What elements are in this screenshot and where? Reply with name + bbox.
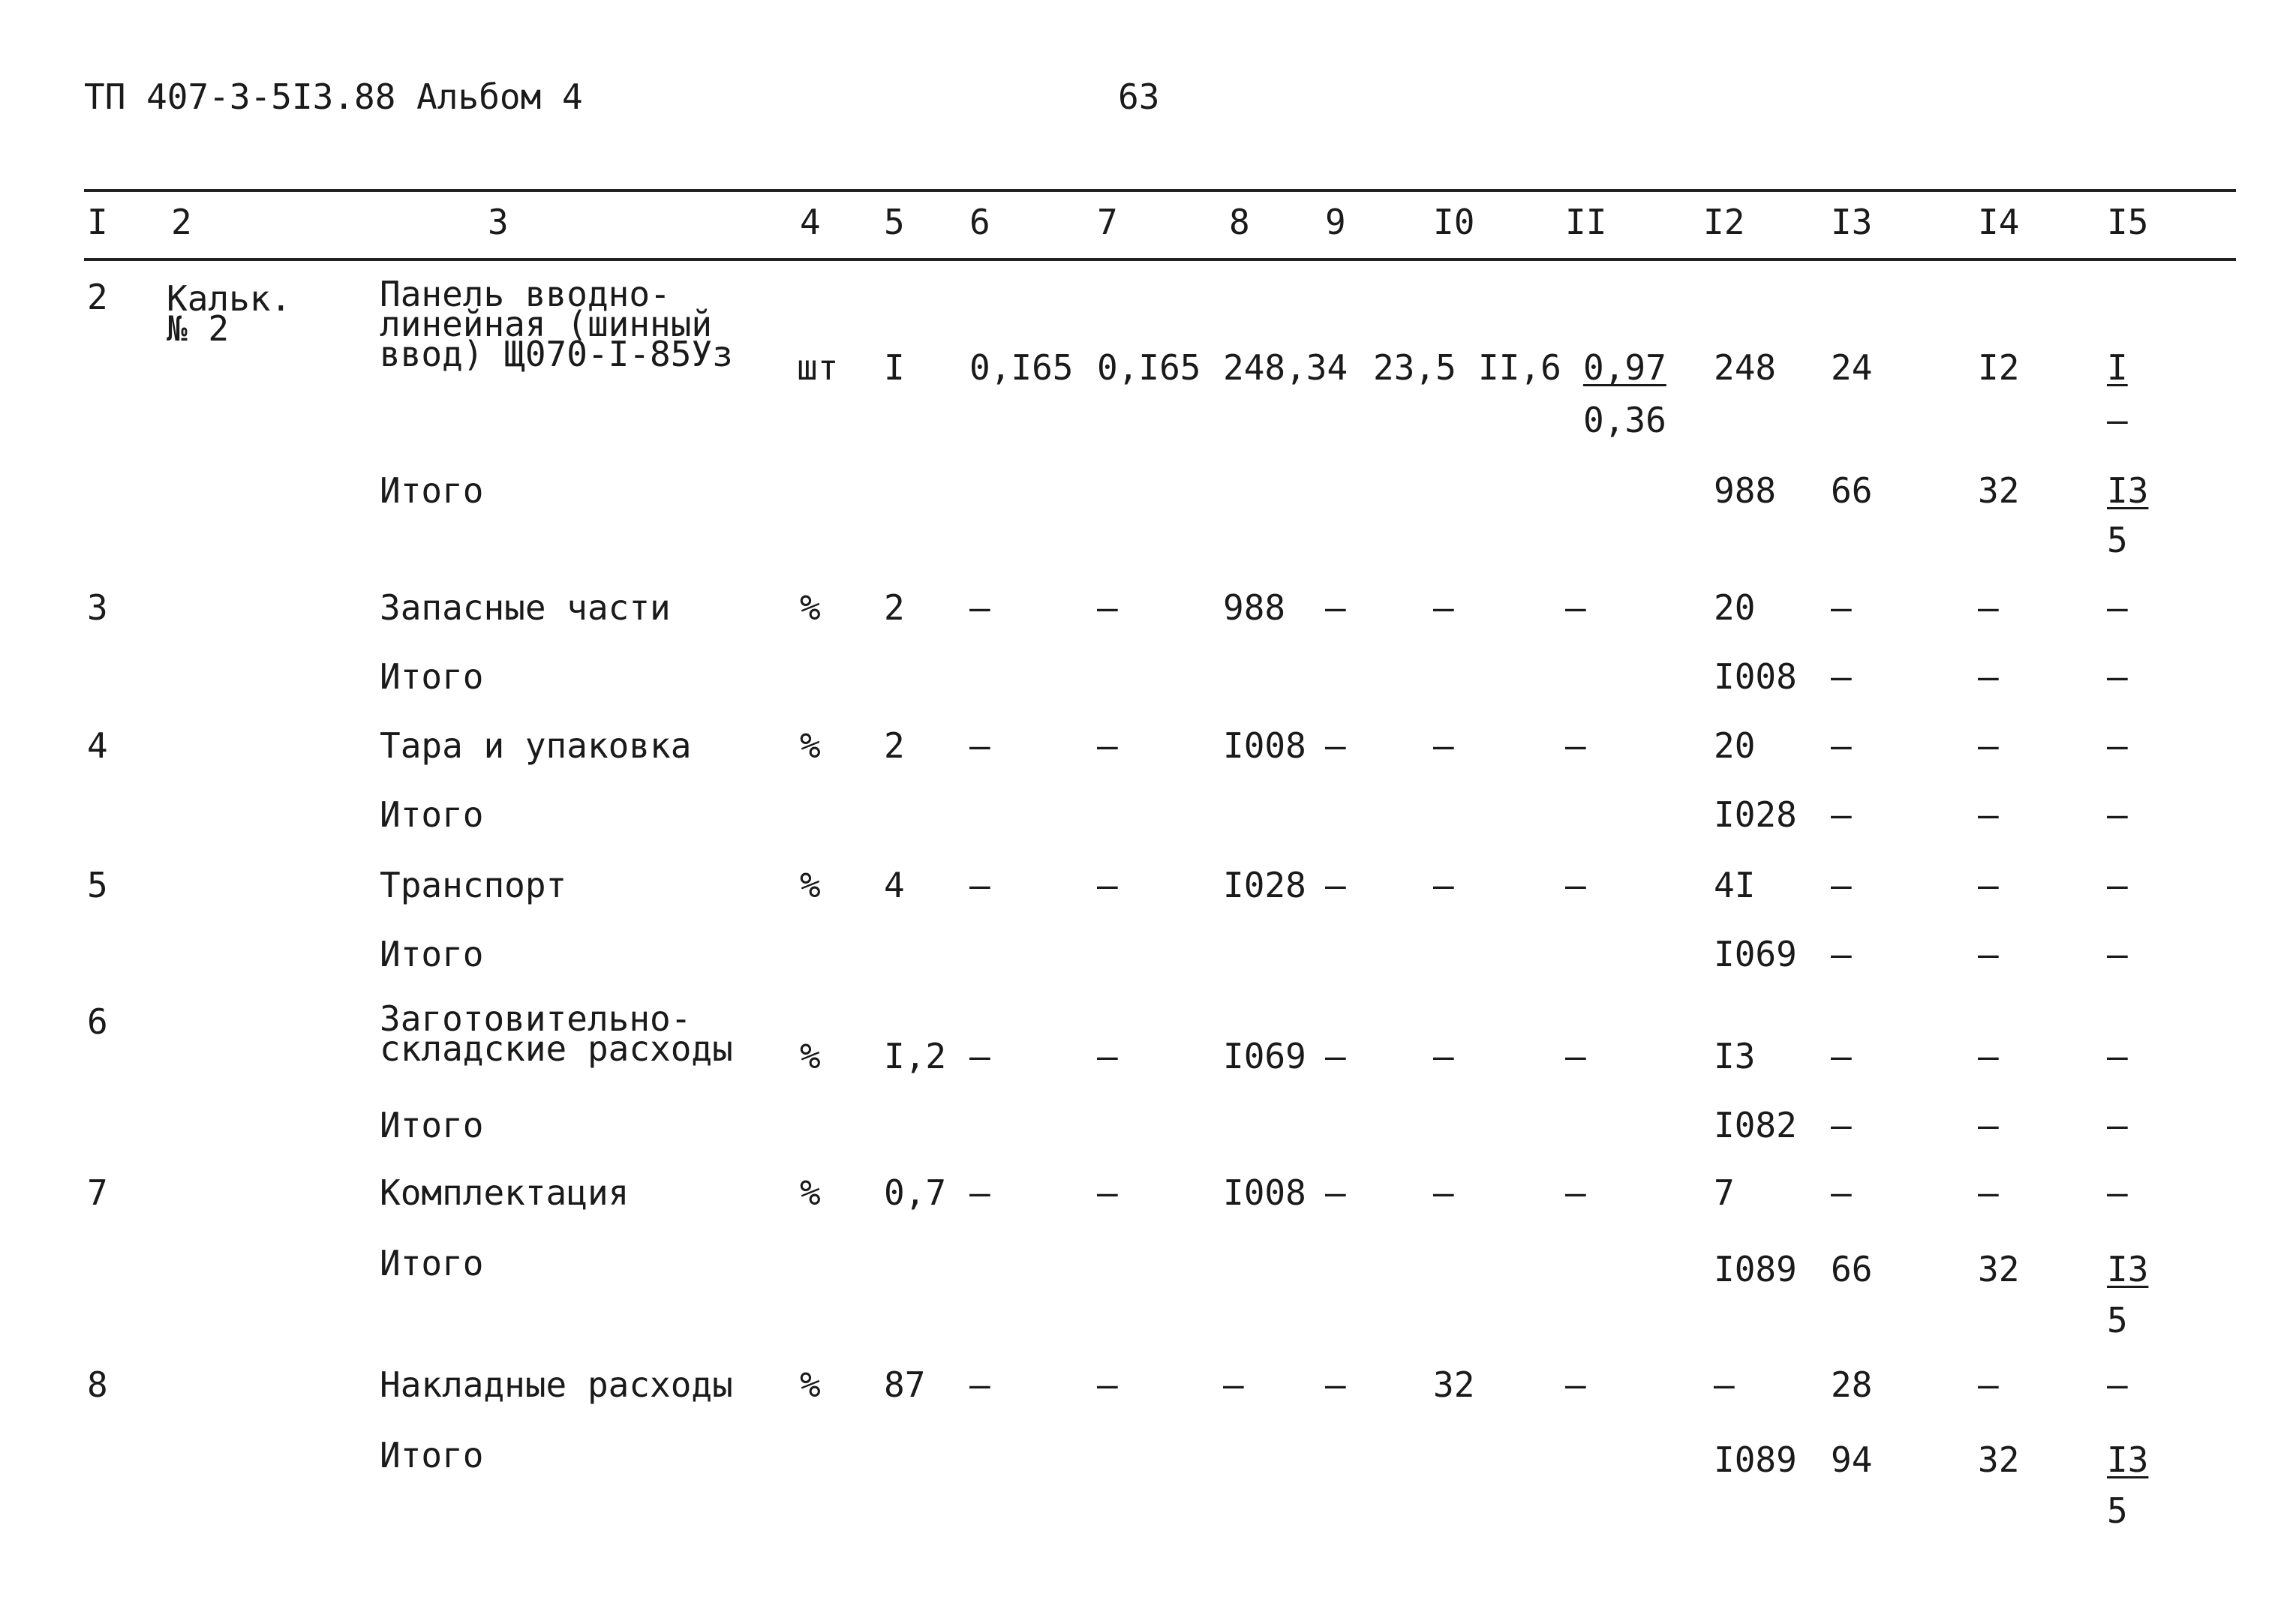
unit: % bbox=[800, 1364, 821, 1405]
item-name: Итого bbox=[380, 656, 484, 697]
cell-col15-top: I bbox=[2107, 347, 2128, 388]
quantity: 0,7 bbox=[884, 1172, 947, 1213]
cell-col12: I082 bbox=[1714, 1105, 1797, 1145]
unit: % bbox=[800, 1036, 821, 1076]
cell-col13: – bbox=[1831, 725, 1852, 766]
cell-col13: – bbox=[1831, 587, 1852, 628]
item-name: Итого bbox=[380, 1105, 484, 1145]
cell-col15: – bbox=[2107, 1105, 2128, 1145]
cell-col9: 23,5 bbox=[1373, 347, 1456, 388]
column-header: I bbox=[87, 202, 108, 242]
cell-col12: I069 bbox=[1714, 934, 1797, 974]
document-reference: ТП 407-3-5I3.88 Альбом 4 bbox=[84, 77, 583, 117]
item-name: Панель вводно- линейная (шинный ввод) Щ070-I-85Уз bbox=[380, 274, 733, 374]
cell-col13: – bbox=[1831, 1172, 1852, 1213]
cell-col13: 66 bbox=[1831, 1249, 1873, 1289]
cell-col15-top: I3 bbox=[2107, 470, 2149, 511]
cell-col6: – bbox=[969, 1036, 990, 1076]
cell-col13: 66 bbox=[1831, 470, 1873, 511]
cell-col14: 32 bbox=[1978, 470, 2020, 511]
cell-col12: I028 bbox=[1714, 794, 1797, 835]
cell-col15-bottom: – bbox=[2107, 400, 2128, 440]
cell-col11: – bbox=[1565, 587, 1586, 628]
item-name: Накладные расходы bbox=[380, 1364, 733, 1405]
cell-col6: – bbox=[969, 1364, 990, 1405]
item-name: Итого bbox=[380, 1435, 484, 1475]
cell-col9: – bbox=[1325, 1364, 1346, 1405]
item-name: Запасные части bbox=[380, 587, 671, 628]
cell-col6: 0,I65 bbox=[969, 347, 1074, 388]
cell-col13: 24 bbox=[1831, 347, 1873, 388]
cell-col8: 248,34 bbox=[1223, 347, 1348, 388]
item-name: Итого bbox=[380, 1243, 484, 1283]
cell-col13: 94 bbox=[1831, 1439, 1873, 1480]
item-name: Итого bbox=[380, 934, 484, 974]
cell-col14: 32 bbox=[1978, 1439, 2020, 1480]
cell-col12: I008 bbox=[1714, 656, 1797, 697]
quantity: I bbox=[884, 347, 905, 388]
cell-col15: – bbox=[2107, 865, 2128, 905]
cell-col15-top: I3 bbox=[2107, 1439, 2149, 1480]
quantity: 87 bbox=[884, 1364, 926, 1405]
cell-col12: – bbox=[1714, 1364, 1735, 1405]
item-name: Тара и упаковка bbox=[380, 725, 692, 766]
cell-col8: I069 bbox=[1223, 1036, 1306, 1076]
column-header: 4 bbox=[800, 202, 821, 242]
column-header: 3 bbox=[488, 202, 509, 242]
row-number: 8 bbox=[87, 1364, 108, 1405]
cell-col9: – bbox=[1325, 865, 1346, 905]
cell-col10: – bbox=[1433, 1172, 1454, 1213]
cell-col15: – bbox=[2107, 1364, 2128, 1405]
table-header-rule bbox=[84, 258, 2236, 261]
column-header: 5 bbox=[884, 202, 905, 242]
column-header: I5 bbox=[2107, 202, 2149, 242]
cell-col15: – bbox=[2107, 587, 2128, 628]
cell-col6: – bbox=[969, 1172, 990, 1213]
item-name: Итого bbox=[380, 794, 484, 835]
cell-col15: – bbox=[2107, 1036, 2128, 1076]
cell-col14: – bbox=[1978, 934, 1999, 974]
cell-col11: – bbox=[1565, 1364, 1586, 1405]
cell-col11: – bbox=[1565, 865, 1586, 905]
cell-col11: – bbox=[1565, 725, 1586, 766]
cell-col9: – bbox=[1325, 725, 1346, 766]
cell-col14: – bbox=[1978, 1172, 1999, 1213]
cell-col12: 20 bbox=[1714, 587, 1756, 628]
cell-col14: – bbox=[1978, 1105, 1999, 1145]
quantity: 2 bbox=[884, 587, 905, 628]
cell-col7: – bbox=[1097, 1364, 1118, 1405]
column-header: II bbox=[1565, 202, 1607, 242]
cell-col6: – bbox=[969, 865, 990, 905]
cell-col13: – bbox=[1831, 656, 1852, 697]
cell-col14: – bbox=[1978, 1364, 1999, 1405]
cell-col14: I2 bbox=[1978, 347, 2020, 388]
cell-col15-top: I3 bbox=[2107, 1249, 2149, 1289]
cell-col11-bottom: 0,36 bbox=[1583, 400, 1666, 440]
cell-col9: – bbox=[1325, 587, 1346, 628]
cell-col8: 988 bbox=[1223, 587, 1286, 628]
page-number: 63 bbox=[1118, 77, 1160, 117]
cell-col8: I008 bbox=[1223, 1172, 1306, 1213]
cell-col13: – bbox=[1831, 865, 1852, 905]
unit: шт bbox=[797, 347, 839, 388]
cell-col13: 28 bbox=[1831, 1364, 1873, 1405]
cell-col14: 32 bbox=[1978, 1249, 2020, 1289]
cell-col14: – bbox=[1978, 1036, 1999, 1076]
table-top-rule bbox=[84, 189, 2236, 192]
cell-col7: – bbox=[1097, 1172, 1118, 1213]
column-header: 6 bbox=[969, 202, 990, 242]
cell-col15-bottom: 5 bbox=[2107, 520, 2128, 560]
cell-col15-bottom: 5 bbox=[2107, 1300, 2128, 1340]
quantity: 4 bbox=[884, 865, 905, 905]
cell-col13: – bbox=[1831, 794, 1852, 835]
cell-col15: – bbox=[2107, 934, 2128, 974]
row-number: 5 bbox=[87, 865, 108, 905]
cell-col6: – bbox=[969, 587, 990, 628]
cell-col13: – bbox=[1831, 1036, 1852, 1076]
item-name: Комплектация bbox=[380, 1172, 630, 1213]
column-header: 2 bbox=[171, 202, 192, 242]
calc-reference: Кальк. № 2 bbox=[167, 278, 292, 349]
cell-col7: – bbox=[1097, 725, 1118, 766]
column-header: I0 bbox=[1433, 202, 1475, 242]
cell-col6: – bbox=[969, 725, 990, 766]
cell-col12: 20 bbox=[1714, 725, 1756, 766]
cell-col8: I008 bbox=[1223, 725, 1306, 766]
cell-col7: 0,I65 bbox=[1097, 347, 1201, 388]
cell-col15: – bbox=[2107, 656, 2128, 697]
cell-col8: I028 bbox=[1223, 865, 1306, 905]
cell-col14: – bbox=[1978, 656, 1999, 697]
cell-col10: – bbox=[1433, 587, 1454, 628]
cell-col12: I089 bbox=[1714, 1439, 1797, 1480]
cell-col15-bottom: 5 bbox=[2107, 1490, 2128, 1531]
cell-col12: 4I bbox=[1714, 865, 1756, 905]
column-header: I2 bbox=[1703, 202, 1745, 242]
cell-col12: 7 bbox=[1714, 1172, 1735, 1213]
cell-col11-top: 0,97 bbox=[1583, 347, 1666, 388]
cell-col15: – bbox=[2107, 794, 2128, 835]
cell-col13: – bbox=[1831, 1105, 1852, 1145]
cell-col12: 248 bbox=[1714, 347, 1777, 388]
cell-col14: – bbox=[1978, 587, 1999, 628]
cell-col9: – bbox=[1325, 1036, 1346, 1076]
cell-col15: – bbox=[2107, 725, 2128, 766]
cell-col7: – bbox=[1097, 1036, 1118, 1076]
cell-col15: – bbox=[2107, 1172, 2128, 1213]
cell-col10: 32 bbox=[1433, 1364, 1475, 1405]
column-header: I4 bbox=[1978, 202, 2020, 242]
cell-col7: – bbox=[1097, 865, 1118, 905]
unit: % bbox=[800, 725, 821, 766]
item-name: Транспорт bbox=[380, 865, 567, 905]
unit: % bbox=[800, 1172, 821, 1213]
cell-col10: – bbox=[1433, 865, 1454, 905]
cell-col7: – bbox=[1097, 587, 1118, 628]
cell-col10: – bbox=[1433, 1036, 1454, 1076]
cell-col14: – bbox=[1978, 865, 1999, 905]
item-name: Заготовительно- складские расходы bbox=[380, 998, 733, 1069]
unit: % bbox=[800, 587, 821, 628]
cell-col8: – bbox=[1223, 1364, 1244, 1405]
row-number: 2 bbox=[87, 277, 108, 317]
quantity: 2 bbox=[884, 725, 905, 766]
cell-col12: 988 bbox=[1714, 470, 1777, 511]
column-header: I3 bbox=[1831, 202, 1873, 242]
cell-col11: – bbox=[1565, 1172, 1586, 1213]
cell-col9: – bbox=[1325, 1172, 1346, 1213]
cell-col10: – bbox=[1433, 725, 1454, 766]
column-header: 8 bbox=[1229, 202, 1250, 242]
cell-col12: I089 bbox=[1714, 1249, 1797, 1289]
cell-col11: – bbox=[1565, 1036, 1586, 1076]
cell-col14: – bbox=[1978, 794, 1999, 835]
cell-col12: I3 bbox=[1714, 1036, 1756, 1076]
column-header: 7 bbox=[1097, 202, 1118, 242]
column-header: 9 bbox=[1325, 202, 1346, 242]
cell-col14: – bbox=[1978, 725, 1999, 766]
quantity: I,2 bbox=[884, 1036, 947, 1076]
cell-col13: – bbox=[1831, 934, 1852, 974]
row-number: 4 bbox=[87, 725, 108, 766]
item-name: Итого bbox=[380, 470, 484, 511]
cell-col10: II,6 bbox=[1478, 347, 1561, 388]
unit: % bbox=[800, 865, 821, 905]
row-number: 3 bbox=[87, 587, 108, 628]
row-number: 7 bbox=[87, 1172, 108, 1213]
row-number: 6 bbox=[87, 1001, 108, 1042]
